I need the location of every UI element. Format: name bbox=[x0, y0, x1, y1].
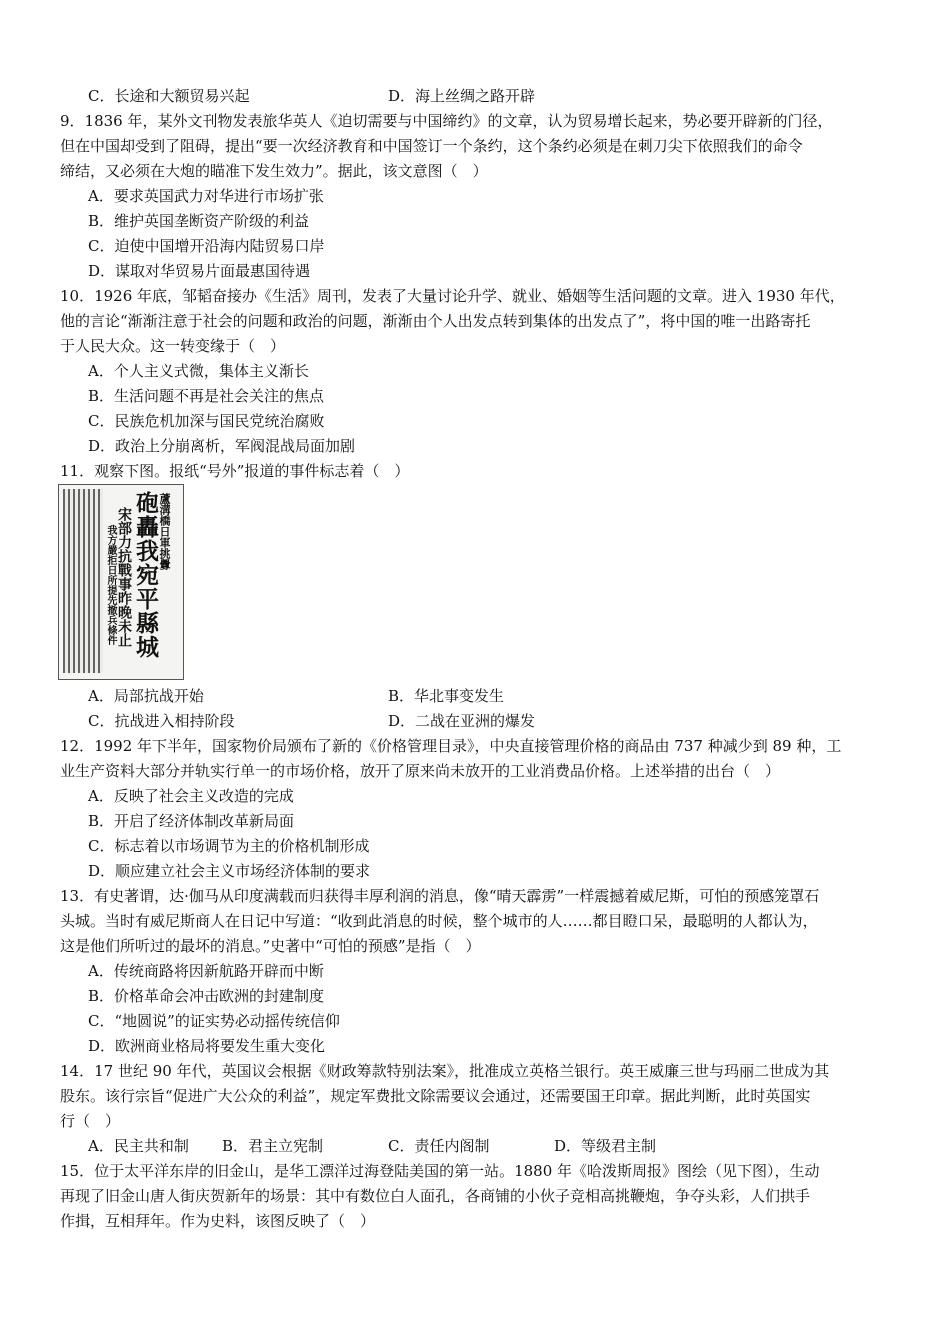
text-line: 他的言论“渐渐注意于社会的问题和政治的问题，渐渐由个人出发点转到集体的出发点了”，将中国的唯一出路寄托 bbox=[60, 312, 811, 330]
text-line: D．谋取对华贸易片面最惠国待遇 bbox=[88, 262, 311, 280]
text-line: B．开启了经济体制改革新局面 bbox=[88, 812, 295, 830]
text-line: D．政治上分崩离析，军阀混战局面加剧 bbox=[88, 437, 356, 455]
text-line: A．个人主义式微，集体主义渐长 bbox=[88, 362, 309, 380]
text-line: D．顺应建立社会主义市场经济体制的要求 bbox=[88, 862, 371, 880]
text-line: 再现了旧金山唐人街庆贺新年的场景：其中有数位白人面孔，各商铺的小伙子竞相高挑鞭炮，争夺头彩，人们拱手 bbox=[60, 1187, 811, 1205]
text-line: 11．观察下图。报纸“号外”报道的事件标志着（ ） bbox=[60, 462, 410, 480]
text-line: 9．1836 年，某外文刊物发表旅华英人《迫切需要与中国缔约》的文章，认为贸易增长起来，势必要开辟新的门径， bbox=[60, 112, 833, 130]
newspaper-headline-small: 蘆溝橋日軍挑釁 bbox=[158, 493, 171, 570]
text-line: B．维护英国垄断资产阶级的利益 bbox=[88, 212, 310, 230]
text-line: 但在中国却受到了阻碍，提出“要一次经济教育和中国签订一个条约，这个条约必须是在刺刀尖下依照我们的命令 bbox=[60, 137, 803, 155]
text-line: D．二战在亚洲的爆发 bbox=[388, 712, 536, 730]
text-line: C．标志着以市场调节为主的价格机制形成 bbox=[88, 837, 370, 855]
text-line: 12．1992 年下半年，国家物价局颁布了新的《价格管理目录》，中央直接管理价格的商品由 737 种减少到 89 种，工 bbox=[60, 737, 842, 755]
text-line: 14．17 世纪 90 年代，英国议会根据《财政筹款特别法案》，批准成立英格兰银行。英王威廉三世与玛丽二世成为其 bbox=[60, 1062, 830, 1080]
text-line: D．海上丝绸之路开辟 bbox=[388, 87, 536, 105]
text-line: B．价格革命会冲击欧洲的封建制度 bbox=[88, 987, 325, 1005]
text-line: 行（ ） bbox=[60, 1112, 121, 1130]
text-line: C．迫使中国增开沿海内陆贸易口岸 bbox=[88, 237, 325, 255]
text-line: C．民族危机加深与国民党统治腐败 bbox=[88, 412, 325, 430]
text-line: D．等级君主制 bbox=[554, 1137, 657, 1155]
text-line: 于人民大众。这一转变缘于（ ） bbox=[60, 337, 286, 355]
newspaper-subhead-2: 我方嚴拒日所提先撤兵條件 bbox=[105, 525, 116, 645]
text-line: 业生产资料大部分并轨实行单一的市场价格，放开了原来尚未放开的工业消费品价格。上述举措的出台（ ） bbox=[60, 762, 781, 780]
text-line: 13．有史著谓，达·伽马从印度满载而归获得丰厚利润的消息，像“晴天霹雳”一样震撼着威尼斯，可怕的预感笼罩石 bbox=[60, 887, 820, 905]
newspaper-headline-big: 砲轟我宛平縣城 bbox=[132, 491, 158, 659]
text-line: 头城。当时有威尼斯商人在日记中写道：“收到此消息的时候，整个城市的人……都目瞪口呆，最聪明的人都认为， bbox=[60, 912, 818, 930]
text-line: 缔结，又必须在大炮的瞄准下发生效力”。据此，该文意图（ ） bbox=[60, 162, 488, 180]
text-line: 作揖，互相拜年。作为史料，该图反映了（ ） bbox=[60, 1212, 376, 1230]
text-line: 股东。该行宗旨“促进广大公众的利益”，规定军费批文除需要议会通过，还需要国王印章。据此判断，此时英国实 bbox=[60, 1087, 811, 1105]
newspaper-subhead: 宋部力抗戰事昨晚未止 bbox=[116, 507, 132, 647]
newspaper-extra-image bbox=[58, 484, 184, 680]
text-line: 这是他们所听过的最坏的消息。”史著中“可怕的预感”是指（ ） bbox=[60, 937, 481, 955]
newspaper-fine-print bbox=[63, 489, 103, 673]
text-line: C．长途和大额贸易兴起 bbox=[88, 87, 250, 105]
text-line: B．华北事变发生 bbox=[388, 687, 505, 705]
text-line: 15．位于太平洋东岸的旧金山，是华工漂洋过海登陆美国的第一站。1880 年《哈泼斯周报》图绘（见下图），生动 bbox=[60, 1162, 820, 1180]
text-line: B．君主立宪制 bbox=[222, 1137, 324, 1155]
text-line: B．生活问题不再是社会关注的焦点 bbox=[88, 387, 325, 405]
text-line: 10．1926 年底，邹韬奋接办《生活》周刊，发表了大量讨论升学、就业、婚姻等生活问题的文章。进入 1930 年代， bbox=[60, 287, 845, 305]
text-line: A．民主共和制 bbox=[88, 1137, 189, 1155]
text-line: A．局部抗战开始 bbox=[88, 687, 204, 705]
text-line: A．传统商路将因新航路开辟而中断 bbox=[88, 962, 324, 980]
text-line: C．“地圆说”的证实势必动摇传统信仰 bbox=[88, 1012, 340, 1030]
text-line: C．抗战进入相持阶段 bbox=[88, 712, 235, 730]
text-line: A．反映了社会主义改造的完成 bbox=[88, 787, 294, 805]
text-line: A．要求英国武力对华进行市场扩张 bbox=[88, 187, 324, 205]
text-line: C．责任内阁制 bbox=[388, 1137, 490, 1155]
text-line: D．欧洲商业格局将要发生重大变化 bbox=[88, 1037, 326, 1055]
